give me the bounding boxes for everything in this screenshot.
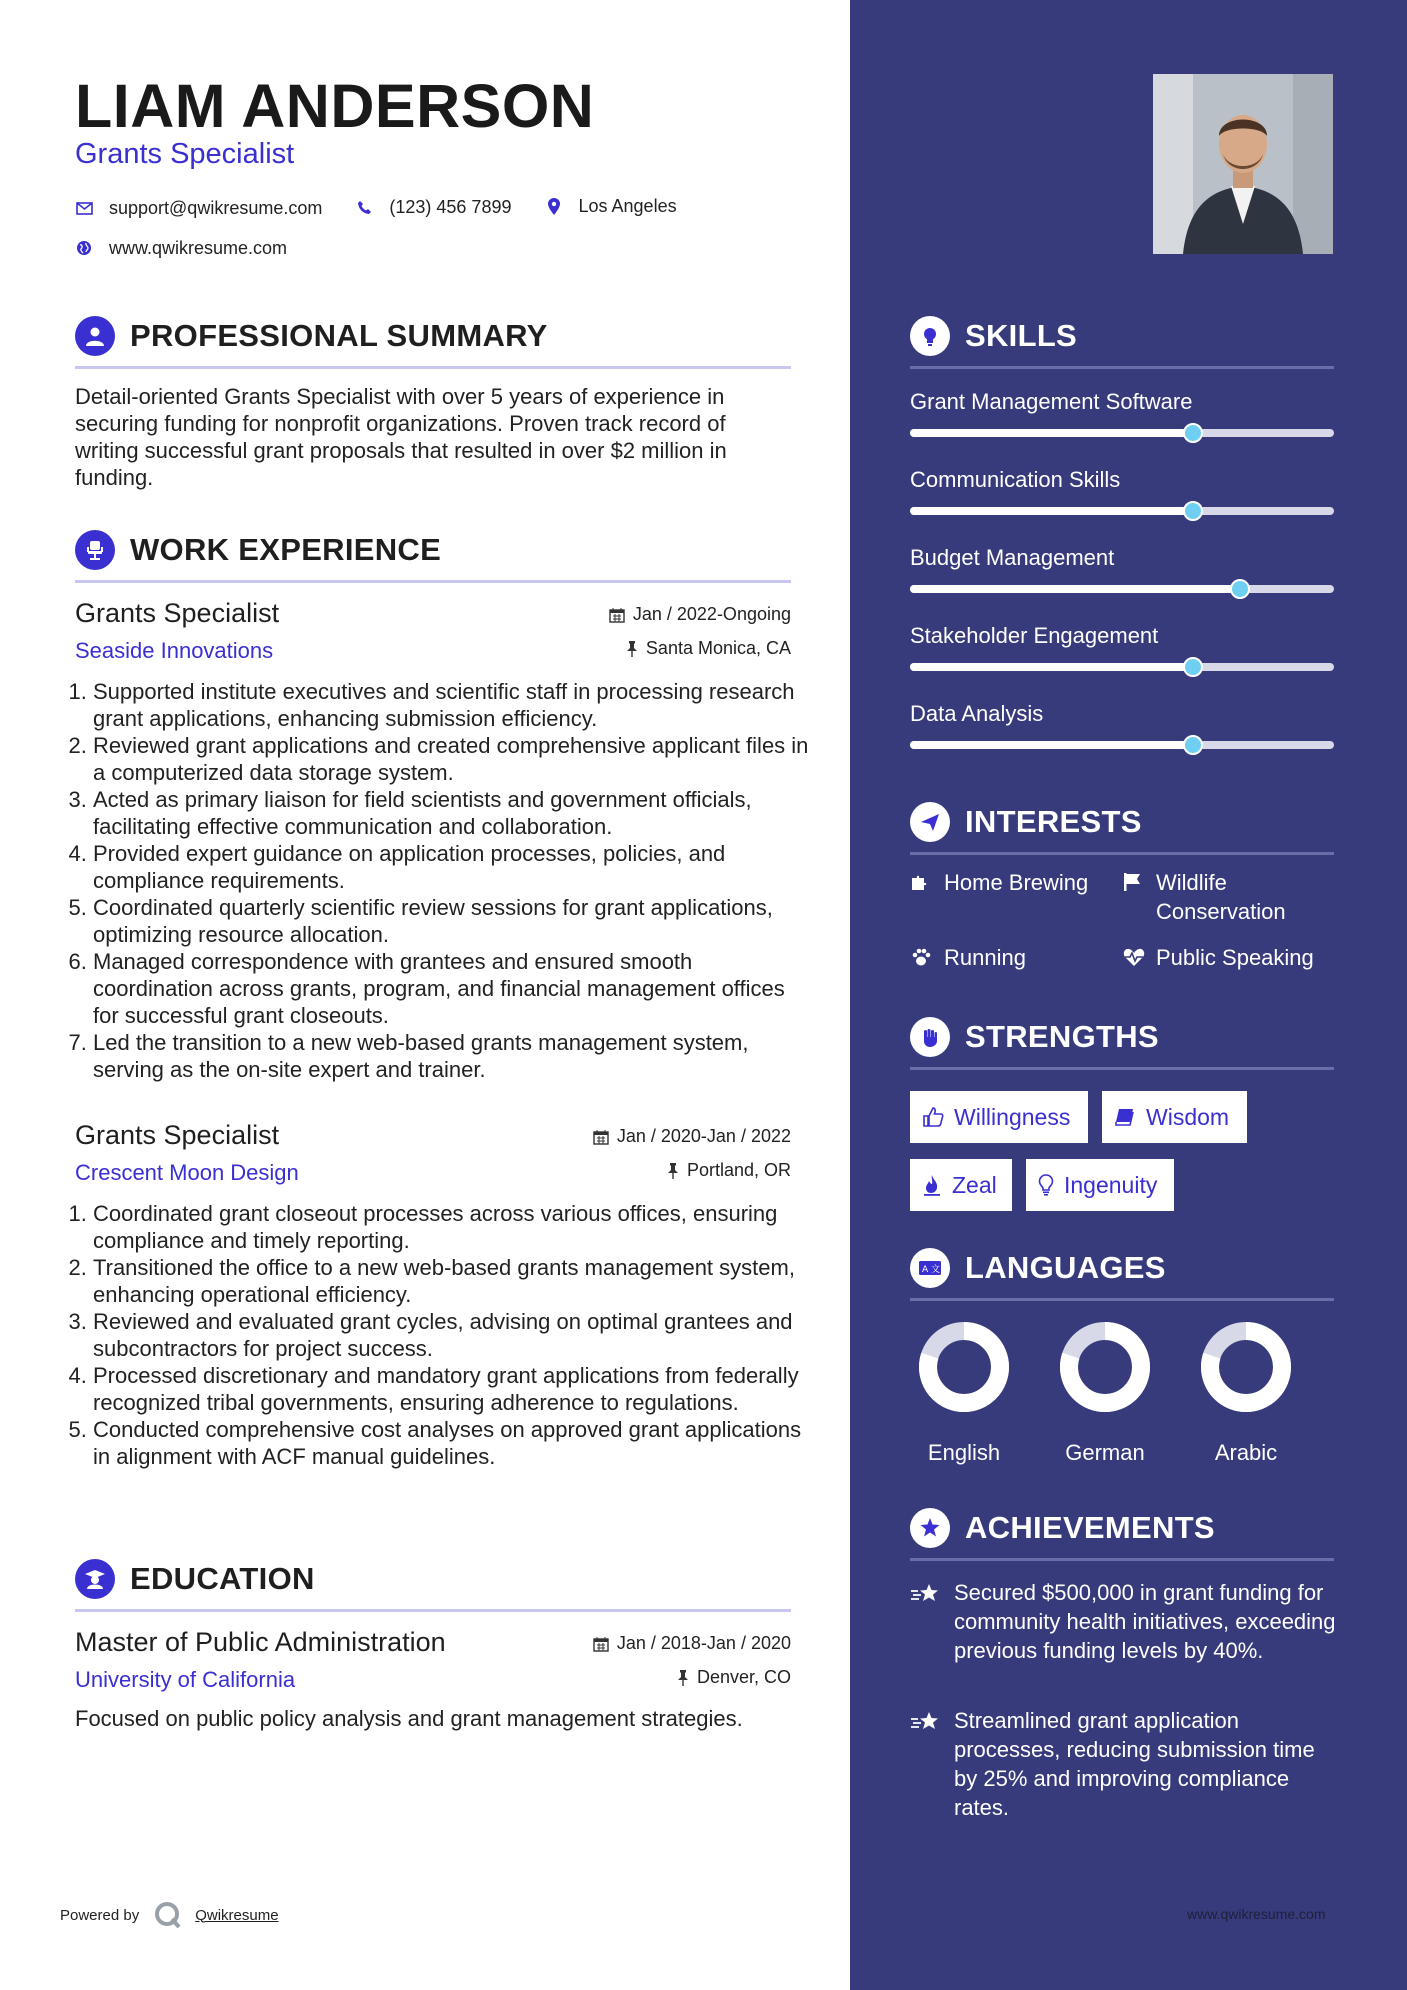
job-bullets [75, 678, 809, 1083]
profile-photo [1153, 74, 1333, 254]
powered-by-label: Powered by [60, 1906, 140, 1924]
skills-heading: SKILLS [965, 318, 1078, 353]
list-item: 3. Acted as primary liaison for field scientists and government officials, facilitating effective communication and collaboration. [93, 786, 809, 840]
list-item: 2. Transitioned the office to a new web-based grants management system, enhancing operational efficiency. [93, 1254, 809, 1308]
summary-text: Detail-oriented Grants Specialist with over 5 years of experience in securing funding for nonprofit organizations. Proven track record of writing successful grant proposals that resulted in over $2 million in funding. [75, 384, 727, 490]
email-contact[interactable] [75, 194, 322, 222]
education-date-text: Jan / 2018-Jan / 2020 [616, 1633, 791, 1653]
achievement-item [910, 1578, 1340, 1665]
achievement-item [910, 1706, 1340, 1822]
skill-bar-knob [1230, 579, 1250, 599]
skill-bar-fill [910, 507, 1193, 515]
languages-section-header [910, 1248, 1334, 1301]
paper-plane-icon [910, 802, 950, 842]
interests-section-header [910, 802, 1334, 855]
degree-title: Master of Public Administration [75, 1627, 446, 1657]
skill-name: Grant Management Software [910, 389, 1193, 414]
education-section-header [75, 1559, 791, 1612]
lightbulb-icon [910, 316, 950, 356]
location-text: Los Angeles [578, 195, 677, 216]
svg-text:文: 文 [931, 1265, 941, 1275]
interest-label: Running [944, 945, 1026, 970]
job-location [667, 1160, 791, 1181]
email-text: support@qwikresume.com [109, 197, 323, 218]
job-entry [75, 598, 809, 1088]
list-item: 7. Led the transition to a new web-based grants management system, serving as the on-site expert and trainer. [93, 1029, 809, 1083]
interest-item [910, 868, 1120, 897]
summary-heading: PROFESSIONAL SUMMARY [130, 318, 548, 353]
contact-info [75, 192, 815, 258]
skill-bar-knob [1183, 501, 1203, 521]
skill-bar [910, 429, 1334, 437]
qwikresume-link[interactable]: Qwikresume [195, 1906, 279, 1924]
skill-bar-fill [910, 741, 1193, 749]
skill-item [910, 701, 1334, 761]
strengths-heading: STRENGTHS [965, 1019, 1159, 1054]
education-location-text: Denver, CO [696, 1667, 791, 1687]
work-heading: WORK EXPERIENCE [130, 532, 442, 567]
list-item: 3. Reviewed and evaluated grant cycles, advising on optimal grantees and subcontractors for project success. [93, 1308, 809, 1362]
language-level-ring [1200, 1321, 1292, 1413]
strength-badge [910, 1159, 1012, 1211]
language-item [914, 1321, 1014, 1466]
language-item [1196, 1321, 1296, 1466]
puzzle-icon [910, 872, 934, 892]
book-icon [1114, 1107, 1136, 1127]
strength-label: Willingness [954, 1103, 1071, 1130]
envelope-icon [75, 199, 93, 217]
job-date [609, 604, 791, 625]
skill-bar-fill [910, 429, 1193, 437]
shooting-star-icon [910, 1710, 942, 1734]
job-company: Crescent Moon Design [75, 1160, 299, 1185]
strengths-section-header [910, 1017, 1334, 1070]
lightbulb-icon [1038, 1174, 1054, 1196]
skill-bar [910, 585, 1334, 593]
job-title: Grants Specialist [75, 1120, 280, 1150]
interest-item [1122, 943, 1342, 972]
achievements-section-header [910, 1508, 1334, 1561]
skill-name: Budget Management [910, 545, 1115, 570]
calendar-icon [593, 1129, 609, 1145]
strength-badge [910, 1091, 1088, 1143]
list-item: 1. Coordinated grant closeout processes across various offices, ensuring compliance and timely reporting. [93, 1200, 809, 1254]
job-date [593, 1126, 791, 1147]
calendar-icon [593, 1636, 609, 1652]
education-date [593, 1633, 791, 1654]
list-item: 5. Coordinated quarterly scientific review sessions for grant applications, optimizing resource allocation. [93, 894, 809, 948]
skill-name: Stakeholder Engagement [910, 623, 1159, 648]
star-badge-icon [910, 1508, 950, 1548]
list-item: 4. Processed discretionary and mandatory grant applications from federally recognized tribal governments, ensuring adherence to regulations. [93, 1362, 809, 1416]
footer-powered-by [60, 1900, 279, 1930]
office-chair-icon [75, 530, 115, 570]
interest-label: Home Brewing [944, 870, 1089, 895]
list-item: 6. Managed correspondence with grantees and ensured smooth coordination across grants, program, and financial management offices for successful grant closeouts. [93, 948, 809, 1029]
skill-bar-fill [910, 663, 1193, 671]
interest-item [1122, 868, 1342, 926]
language-name: German [1065, 1440, 1145, 1465]
candidate-name: LIAM ANDERSON [75, 72, 595, 140]
job-title: Grants Specialist [75, 598, 280, 628]
phone-icon [355, 198, 373, 216]
skill-name: Communication Skills [910, 467, 1121, 492]
education-description: Focused on public policy analysis and grant management strategies. [75, 1706, 743, 1731]
skill-bar [910, 663, 1334, 671]
thumbs-up-icon [922, 1106, 944, 1128]
strength-label: Ingenuity [1064, 1171, 1158, 1198]
work-section-header [75, 530, 791, 583]
pushpin-icon [677, 1670, 689, 1686]
job-date-text: Jan / 2020-Jan / 2022 [616, 1126, 791, 1146]
skill-item [910, 623, 1334, 683]
job-company: Seaside Innovations [75, 638, 274, 663]
language-name: Arabic [1214, 1440, 1278, 1465]
translate-icon [910, 1248, 950, 1288]
skill-bar-knob [1183, 735, 1203, 755]
flag-icon [1122, 872, 1146, 892]
fist-icon [910, 1017, 950, 1057]
paw-icon [910, 947, 934, 967]
strength-label: Zeal [952, 1171, 997, 1198]
heartbeat-icon [1122, 947, 1146, 967]
skill-bar-fill [910, 585, 1240, 593]
pushpin-icon [667, 1163, 679, 1179]
language-level-ring [1059, 1321, 1151, 1413]
interest-label: Public Speaking [1156, 945, 1314, 970]
skill-bar [910, 741, 1334, 749]
shooting-star-icon [910, 1582, 942, 1606]
svg-text:A: A [922, 1265, 929, 1275]
education-entry [75, 1627, 791, 1767]
school-name: University of California [75, 1667, 296, 1692]
phone-text: (123) 456 7899 [389, 196, 512, 217]
list-item: 4. Provided expert guidance on application processes, policies, and compliance requirements. [93, 840, 809, 894]
strength-label: Wisdom [1146, 1103, 1230, 1130]
achievements-heading: ACHIEVEMENTS [965, 1510, 1215, 1545]
list-item: 1. Supported institute executives and scientific staff in processing research grant applications, enhancing submission efficiency. [93, 678, 809, 732]
fire-icon [922, 1174, 942, 1196]
language-level-ring [918, 1321, 1010, 1413]
phone-contact[interactable] [355, 193, 511, 221]
job-location [626, 638, 791, 659]
pushpin-icon [626, 641, 638, 657]
skill-bar-knob [1183, 657, 1203, 677]
footer-website[interactable]: www.qwikresume.com [1187, 1906, 1326, 1922]
strength-badge [1026, 1159, 1174, 1211]
skill-bar [910, 507, 1334, 515]
job-location-text: Portland, OR [686, 1160, 791, 1180]
skill-name: Data Analysis [910, 701, 1044, 726]
skill-item [910, 467, 1334, 527]
website-text: www.qwikresume.com [109, 237, 288, 258]
job-location-text: Santa Monica, CA [645, 638, 791, 658]
education-heading: EDUCATION [130, 1561, 315, 1596]
achievement-text: Streamlined grant application processes, reducing submission time by 25% and improving compliance rates. [954, 1708, 1315, 1820]
list-item: 2. Reviewed grant applications and created comprehensive applicant files in a computerized data storage system. [93, 732, 809, 786]
location-contact [545, 192, 677, 220]
qwikresume-logo-icon [153, 1900, 183, 1930]
calendar-icon [609, 607, 625, 623]
candidate-title: Grants Specialist [75, 138, 295, 170]
job-date-text: Jan / 2022-Ongoing [632, 604, 791, 624]
job-bullets [75, 1200, 809, 1470]
language-item [1055, 1321, 1155, 1466]
skill-bar-knob [1183, 423, 1203, 443]
languages-heading: LANGUAGES [965, 1250, 1166, 1285]
interests-heading: INTERESTS [965, 804, 1142, 839]
skill-item [910, 545, 1334, 605]
list-item: 5. Conducted comprehensive cost analyses on approved grant applications in alignment with ACF manual guidelines. [93, 1416, 809, 1470]
summary-section-header [75, 316, 791, 369]
language-name: English [927, 1440, 1001, 1465]
achievement-text: Secured $500,000 in grant funding for community health initiatives, exceeding previous funding levels by 40%. [954, 1580, 1336, 1663]
graduate-icon [75, 1559, 115, 1599]
interest-item [910, 943, 1120, 972]
strength-badge [1102, 1091, 1247, 1143]
sidebar [850, 0, 1407, 1990]
education-location [677, 1667, 791, 1688]
skill-item [910, 389, 1334, 449]
user-icon [75, 316, 115, 356]
interest-label: Wildlife Conservation [1156, 870, 1286, 924]
skills-section-header [910, 316, 1334, 369]
map-pin-icon [545, 197, 563, 215]
job-entry [75, 1120, 802, 1510]
globe-icon [75, 239, 93, 257]
website-contact[interactable] [75, 234, 287, 262]
